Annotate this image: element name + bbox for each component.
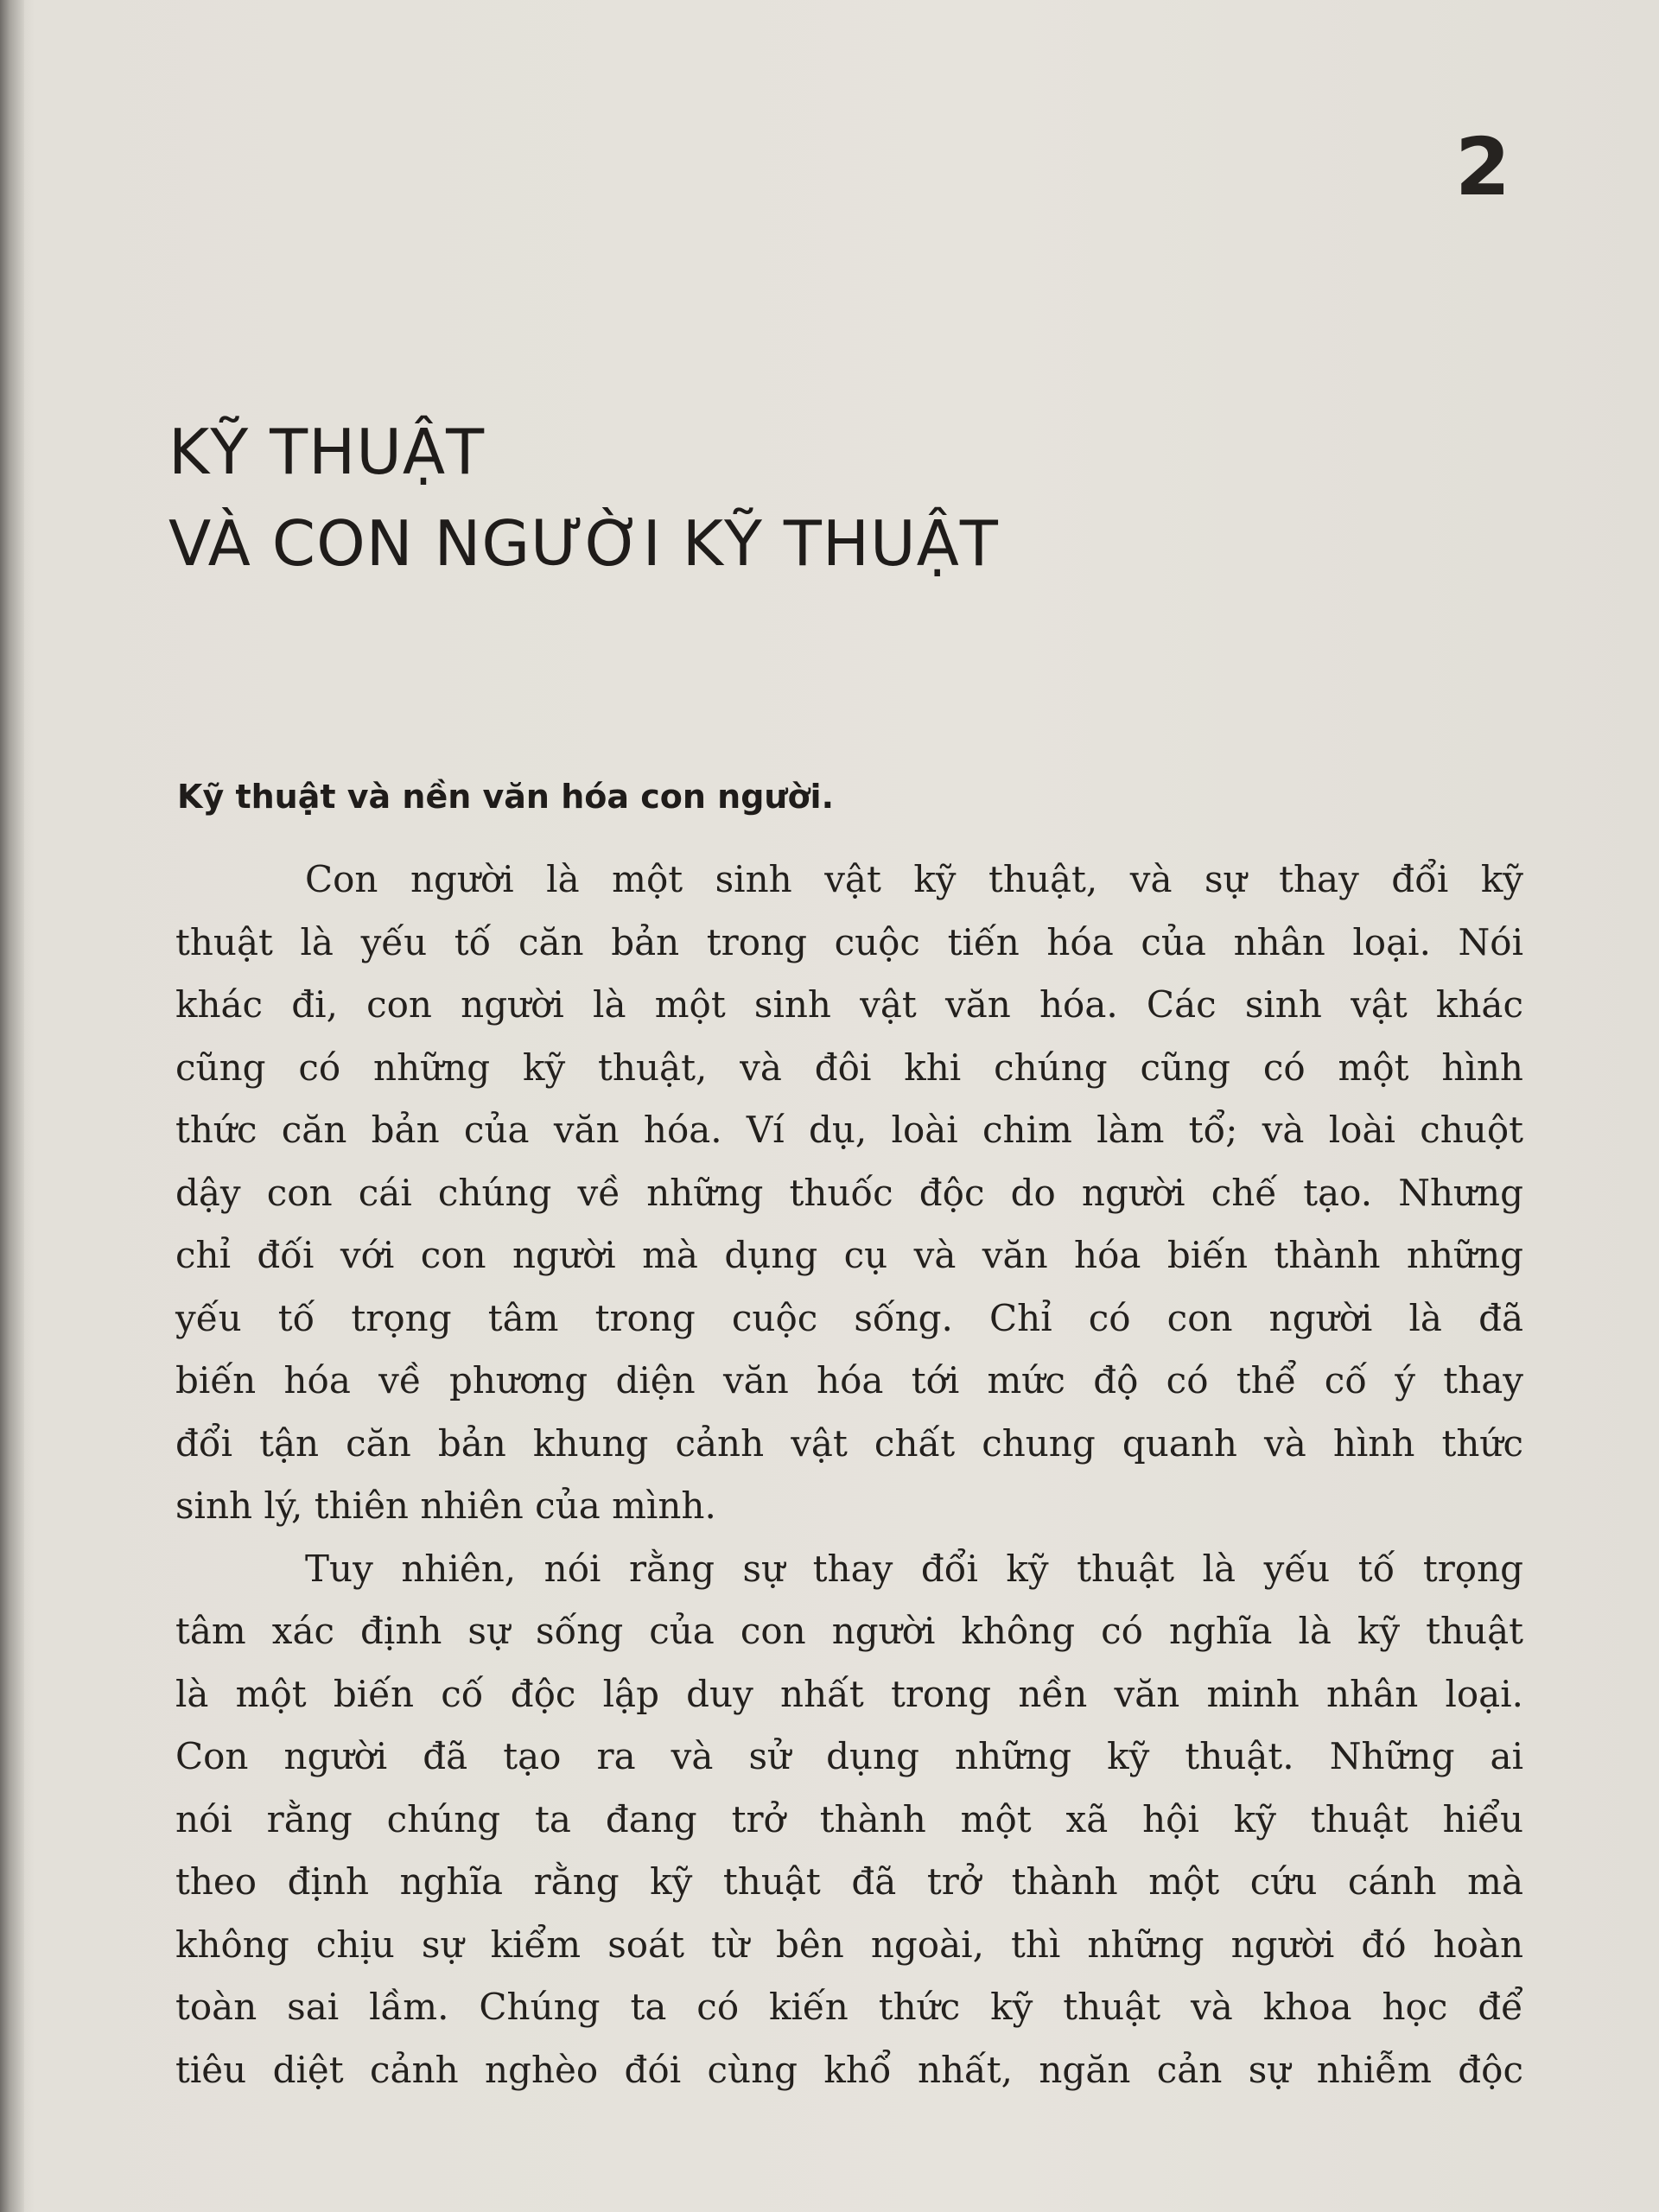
text-line: sinh lý, thiên nhiên của mình. xyxy=(175,1484,716,1527)
body-text xyxy=(175,849,1523,2101)
text-line: Con người đã tạo ra và sử dụng những kỹ thuật. Những ai xyxy=(175,1735,1523,1777)
text-line: Tuy nhiên, nói rằng sự thay đổi kỹ thuật là yếu tố trọng xyxy=(305,1547,1523,1590)
paragraph-2 xyxy=(175,1538,1523,2102)
paragraph-1 xyxy=(175,849,1523,1538)
text-line: dậy con cái chúng về những thuốc độc do người chế tạo. Nhưng xyxy=(175,1171,1523,1214)
page-binding-edge xyxy=(0,0,24,2212)
section-heading: Kỹ thuật và nền văn hóa con người. xyxy=(177,778,835,816)
text-line: biến hóa về phương diện văn hóa tới mức độ có thể cố ý thay xyxy=(175,1359,1523,1402)
text-line: thức căn bản của văn hóa. Ví dụ, loài chim làm tổ; và loài chuột xyxy=(175,1109,1523,1151)
text-line: là một biến cố độc lập duy nhất trong nền văn minh nhân loại. xyxy=(175,1672,1523,1715)
text-line: yếu tố trọng tâm trong cuộc sống. Chỉ có con người là đã xyxy=(175,1296,1523,1339)
text-line: cũng có những kỹ thuật, và đôi khi chúng cũng có một hình xyxy=(175,1046,1523,1089)
chapter-title-line-1: KỸ THUẬT xyxy=(168,416,486,488)
text-line: đổi tận căn bản khung cảnh vật chất chung quanh và hình thức xyxy=(175,1421,1523,1465)
chapter-title-line-2: VÀ CON NGƯỜI KỸ THUẬT xyxy=(168,507,999,580)
text-line: Con người là một sinh vật kỹ thuật, và sự thay đổi kỹ xyxy=(305,858,1523,900)
text-line: chỉ đối với con người mà dụng cụ và văn hóa biến thành những xyxy=(175,1234,1523,1276)
text-line: theo định nghĩa rằng kỹ thuật đã trở thành một cứu cánh mà xyxy=(175,1860,1523,1903)
text-line: thuật là yếu tố căn bản trong cuộc tiến hóa của nhân loại. Nói xyxy=(175,920,1523,963)
text-line: toàn sai lầm. Chúng ta có kiến thức kỹ thuật và khoa học để xyxy=(175,1986,1523,2028)
text-line: nói rằng chúng ta đang trở thành một xã hội kỹ thuật hiểu xyxy=(175,1797,1523,1840)
chapter-number: 2 xyxy=(1454,121,1510,213)
text-line: không chịu sự kiểm soát từ bên ngoài, thì những người đó hoàn xyxy=(175,1923,1523,1966)
text-line: khác đi, con người là một sinh vật văn hóa. Các sinh vật khác xyxy=(175,983,1523,1026)
text-line: tâm xác định sự sống của con người không có nghĩa là kỹ thuật xyxy=(175,1610,1523,1652)
chapter-title xyxy=(168,406,999,589)
text-line: tiêu diệt cảnh nghèo đói cùng khổ nhất, ngăn cản sự nhiễm độc xyxy=(175,2048,1523,2091)
